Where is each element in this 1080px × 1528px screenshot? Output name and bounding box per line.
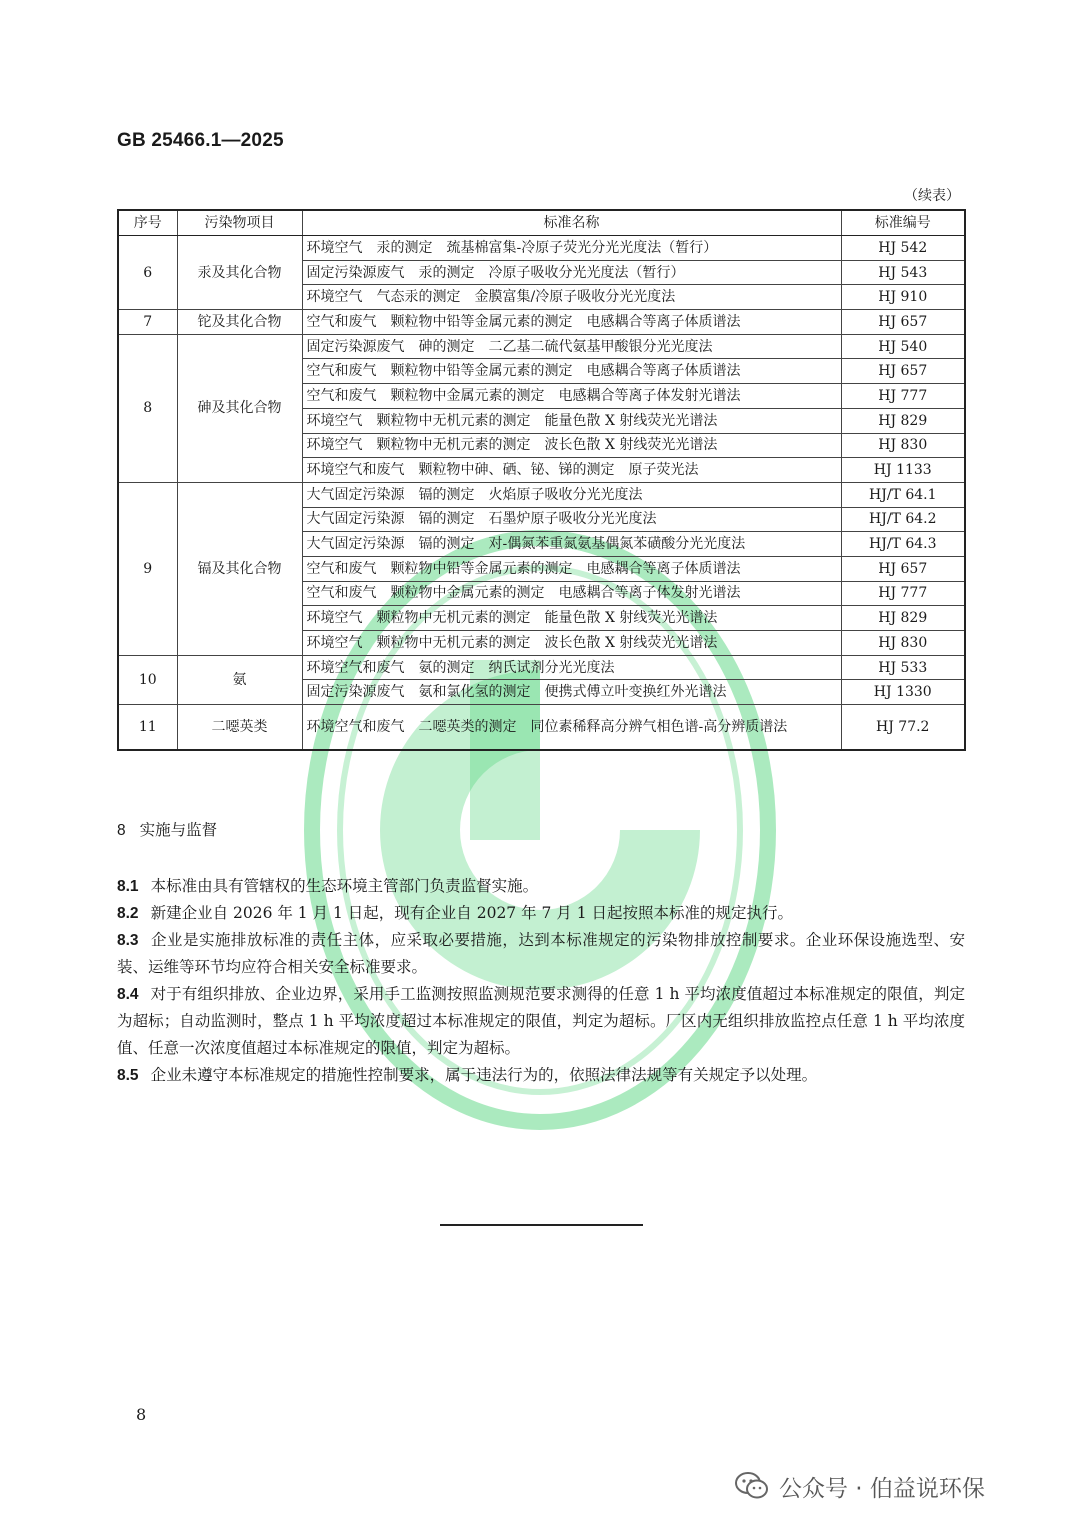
table-row <box>118 705 965 751</box>
standard-code: HJ 657 <box>841 359 965 384</box>
clause-list <box>117 873 965 1089</box>
clause <box>117 1062 965 1089</box>
standard-code: HJ 777 <box>841 581 965 606</box>
clause-number: 8.3 <box>117 932 139 949</box>
credit-text: 公众号 · 伯益说环保 <box>779 1475 985 1502</box>
end-of-document-rule <box>440 1224 643 1226</box>
standard-code: HJ 77.2 <box>841 705 965 751</box>
standard-code: HJ 533 <box>841 655 965 680</box>
table-row <box>118 334 965 359</box>
table-row <box>118 482 965 507</box>
standard-code: HJ/T 64.3 <box>841 532 965 557</box>
standard-code: HJ/T 64.2 <box>841 507 965 532</box>
clause-text: 本标准由具有管辖权的生态环境主管部门负责监督实施。 <box>150 877 539 895</box>
standard-name: 大气固定污染源 镉的测定 石墨炉原子吸收分光光度法 <box>302 507 841 532</box>
standard-name: 环境空气和废气 二噁英类的测定 同位素稀释高分辨气相色谱-高分辨质谱法 <box>302 705 841 751</box>
clause <box>117 873 965 900</box>
standard-code: HJ 1133 <box>841 458 965 483</box>
standard-code: HJ 829 <box>841 606 965 631</box>
pollutant-name: 镉及其化合物 <box>177 482 302 655</box>
standard-code: HJ 830 <box>841 433 965 458</box>
table-row <box>118 236 965 261</box>
standard-code: HJ 829 <box>841 408 965 433</box>
col-header-standard-code: 标准编号 <box>841 210 965 236</box>
section-number: 8 <box>117 822 126 839</box>
col-header-no: 序号 <box>118 210 177 236</box>
standard-name: 固定污染源废气 砷的测定 二乙基二硫代氨基甲酸银分光光度法 <box>302 334 841 359</box>
standard-name: 环境空气 颗粒物中无机元素的测定 能量色散 X 射线荧光光谱法 <box>302 606 841 631</box>
standard-name: 环境空气 颗粒物中无机元素的测定 波长色散 X 射线荧光光谱法 <box>302 433 841 458</box>
pollutant-name: 氨 <box>177 655 302 704</box>
clause-number: 8.5 <box>117 1067 139 1084</box>
table-header-row <box>118 210 965 236</box>
wechat-icon <box>735 1471 769 1501</box>
row-number: 10 <box>118 655 177 704</box>
standard-name: 大气固定污染源 镉的测定 对-偶氮苯重氮氨基偶氮苯磺酸分光光度法 <box>302 532 841 557</box>
clause-number: 8.1 <box>117 878 139 895</box>
row-number: 11 <box>118 705 177 751</box>
standards-table <box>117 209 966 751</box>
standard-code: HJ/T 64.1 <box>841 482 965 507</box>
standard-name: 空气和废气 颗粒物中铅等金属元素的测定 电感耦合等离子体质谱法 <box>302 310 841 335</box>
standard-code: HJ 830 <box>841 631 965 656</box>
standard-name: 空气和废气 颗粒物中铅等金属元素的测定 电感耦合等离子体质谱法 <box>302 359 841 384</box>
standard-code: HJ 1330 <box>841 680 965 705</box>
document-code: GB 25466.1—2025 <box>117 130 284 151</box>
standard-name: 空气和废气 颗粒物中金属元素的测定 电感耦合等离子体发射光谱法 <box>302 581 841 606</box>
clause-text: 企业是实施排放标准的责任主体，应采取必要措施，达到本标准规定的污染物排放控制要求。企业环保设施选型、安装、运维等环节均应符合相关安全标准要求。 <box>117 931 965 976</box>
standard-name: 环境空气和废气 氨的测定 纳氏试剂分光光度法 <box>302 655 841 680</box>
table-row <box>118 655 965 680</box>
row-number: 9 <box>118 482 177 655</box>
pollutant-name: 汞及其化合物 <box>177 236 302 310</box>
standard-code: HJ 657 <box>841 310 965 335</box>
pollutant-name: 砷及其化合物 <box>177 334 302 482</box>
clause-text: 对于有组织排放、企业边界，采用手工监测按照监测规范要求测得的任意 1 h 平均浓度值超过本标准规定的限值，判定为超标；自动监测时，整点 1 h 平均浓度超过本标准规定的限值，判定为超标。厂区内无组织排放监控点任意 1 h 平均浓度值、任意一次浓度值超过本标准规定的限值，判定为超标。 <box>117 985 965 1057</box>
page-number: 8 <box>136 1405 147 1424</box>
standard-name: 空气和废气 颗粒物中金属元素的测定 电感耦合等离子体发射光谱法 <box>302 384 841 409</box>
clause <box>117 927 965 981</box>
section-title: 实施与监督 <box>139 822 218 839</box>
standard-code: HJ 910 <box>841 285 965 310</box>
standard-name: 环境空气和废气 颗粒物中砷、硒、铋、锑的测定 原子荧光法 <box>302 458 841 483</box>
standard-name: 环境空气 汞的测定 巯基棉富集-冷原子荧光分光光度法（暂行） <box>302 236 841 261</box>
pollutant-name: 二噁英类 <box>177 705 302 751</box>
table-continued-label: （续表） <box>904 188 960 204</box>
standard-name: 环境空气 气态汞的测定 金膜富集/冷原子吸收分光光度法 <box>302 285 841 310</box>
standard-code: HJ 542 <box>841 236 965 261</box>
pollutant-name: 铊及其化合物 <box>177 310 302 335</box>
clause-text: 企业未遵守本标准规定的措施性控制要求，属于违法行为的，依照法律法规等有关规定予以处理。 <box>150 1066 818 1084</box>
clause-number: 8.2 <box>117 905 139 922</box>
standard-name: 空气和废气 颗粒物中铅等金属元素的测定 电感耦合等离子体质谱法 <box>302 556 841 581</box>
row-number: 7 <box>118 310 177 335</box>
clause <box>117 981 965 1062</box>
standard-code: HJ 543 <box>841 260 965 285</box>
standard-code: HJ 657 <box>841 556 965 581</box>
table-row <box>118 310 965 335</box>
wechat-account-credit <box>735 1468 985 1504</box>
standard-code: HJ 540 <box>841 334 965 359</box>
section-heading <box>117 818 217 840</box>
standard-name: 大气固定污染源 镉的测定 火焰原子吸收分光光度法 <box>302 482 841 507</box>
standard-name: 环境空气 颗粒物中无机元素的测定 能量色散 X 射线荧光光谱法 <box>302 408 841 433</box>
col-header-pollutant: 污染物项目 <box>177 210 302 236</box>
row-number: 6 <box>118 236 177 310</box>
col-header-standard-name: 标准名称 <box>302 210 841 236</box>
standard-code: HJ 777 <box>841 384 965 409</box>
clause <box>117 900 965 927</box>
clause-number: 8.4 <box>117 986 139 1003</box>
clause-text: 新建企业自 2026 年 1 月 1 日起，现有企业自 2027 年 7 月 1 日起按照本标准的规定执行。 <box>150 904 794 922</box>
standard-name: 固定污染源废气 汞的测定 冷原子吸收分光光度法（暂行） <box>302 260 841 285</box>
row-number: 8 <box>118 334 177 482</box>
standard-name: 环境空气 颗粒物中无机元素的测定 波长色散 X 射线荧光光谱法 <box>302 631 841 656</box>
standard-name: 固定污染源废气 氨和氯化氢的测定 便携式傅立叶变换红外光谱法 <box>302 680 841 705</box>
